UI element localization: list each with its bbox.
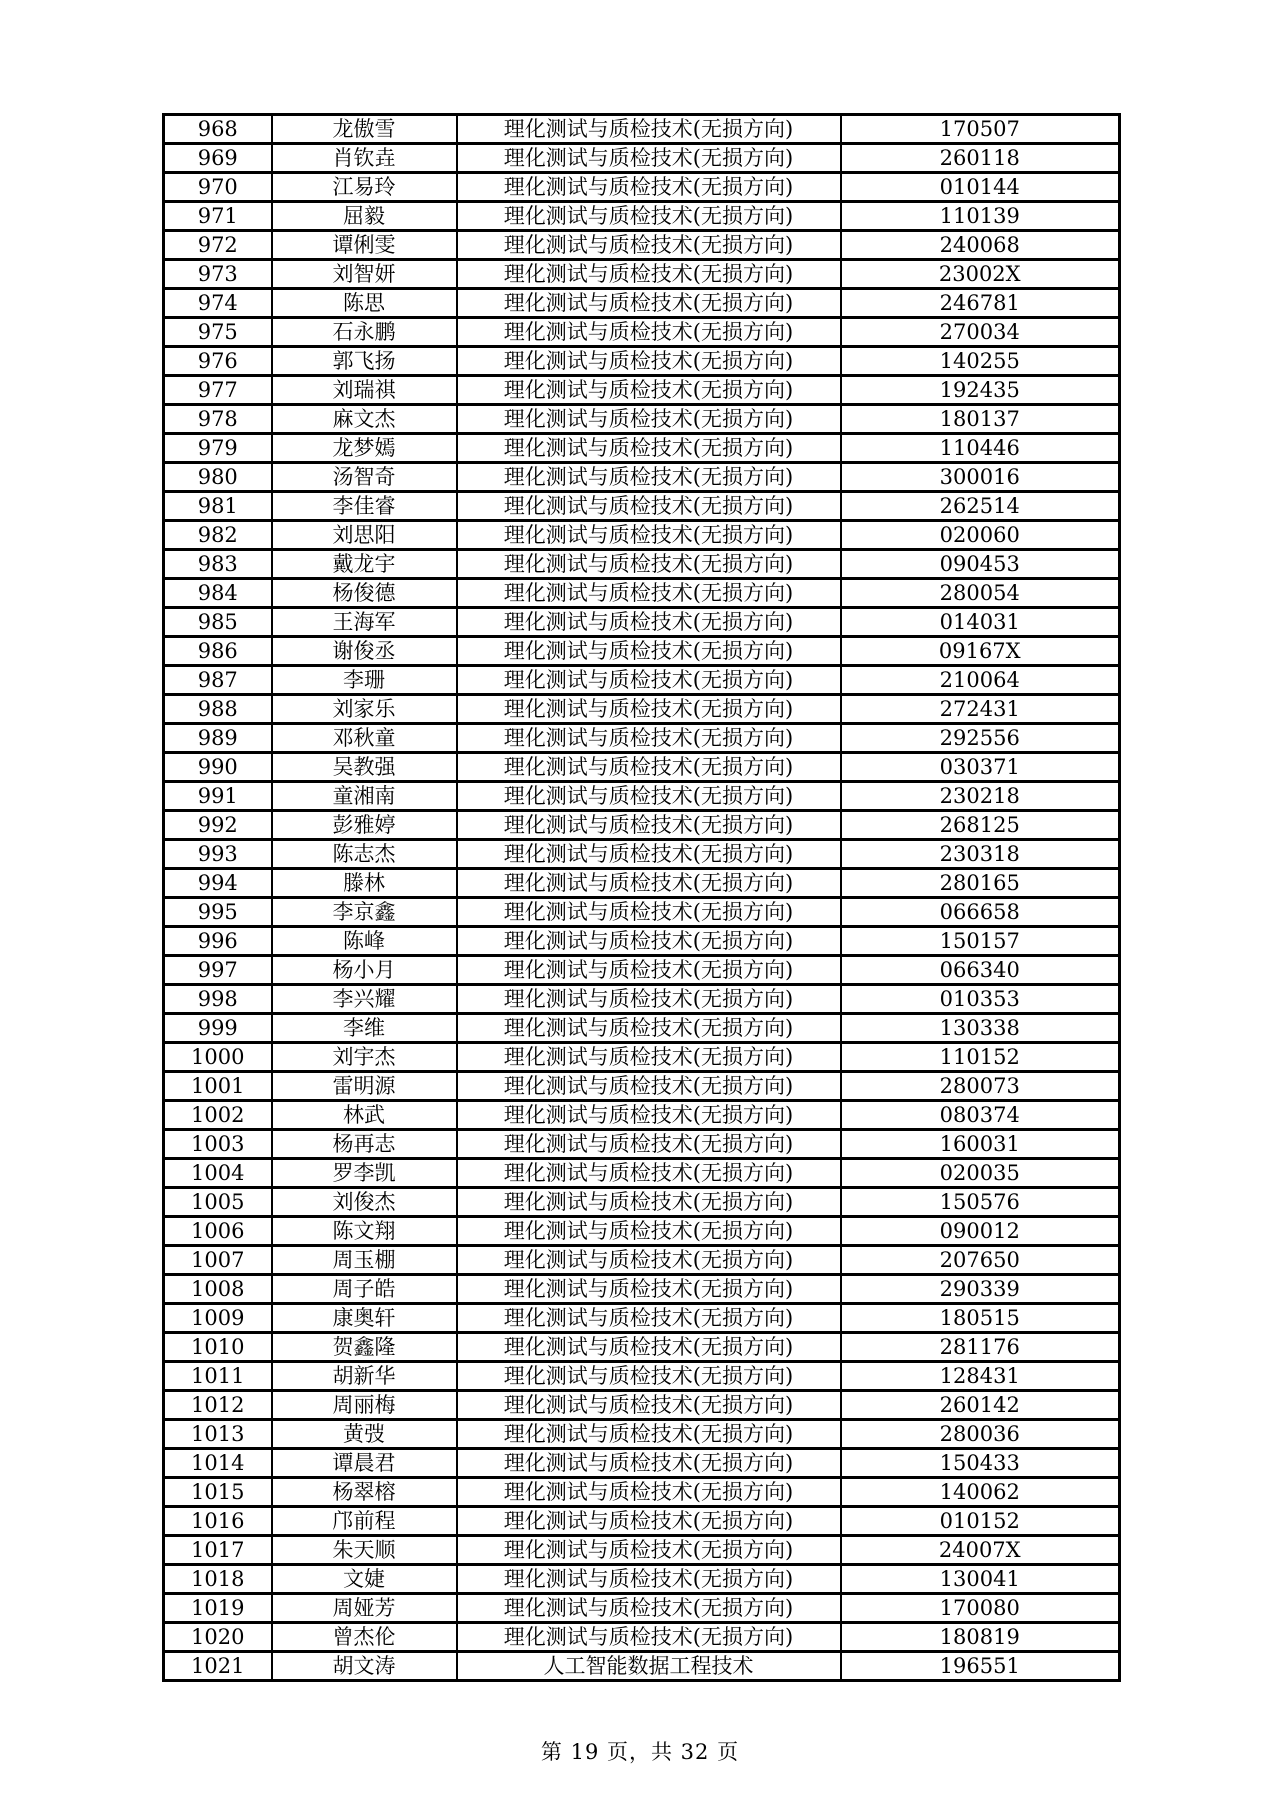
table-row [164,1043,1120,1072]
table-row [164,985,1120,1014]
table-row [164,231,1120,260]
id-cell: 090453 [841,550,1120,579]
seq-cell: 989 [164,724,272,753]
table-row [164,434,1120,463]
seq-cell: 1009 [164,1304,272,1333]
seq-cell: 1008 [164,1275,272,1304]
name-cell: 郭飞扬 [272,347,457,376]
table-row [164,782,1120,811]
major-cell: 理化测试与质检技术(无损方向) [457,550,841,579]
table-row [164,260,1120,289]
id-cell: 268125 [841,811,1120,840]
id-cell: 280054 [841,579,1120,608]
name-cell: 李兴耀 [272,985,457,1014]
name-cell: 龙梦嫣 [272,434,457,463]
major-cell: 理化测试与质检技术(无损方向) [457,782,841,811]
table-row [164,318,1120,347]
major-cell: 理化测试与质检技术(无损方向) [457,434,841,463]
major-cell: 理化测试与质检技术(无损方向) [457,202,841,231]
name-cell: 周子皓 [272,1275,457,1304]
id-cell: 180137 [841,405,1120,434]
table-row [164,550,1120,579]
table-row [164,1333,1120,1362]
major-cell: 理化测试与质检技术(无损方向) [457,492,841,521]
id-cell: 230318 [841,840,1120,869]
table-row [164,811,1120,840]
table-row [164,1275,1120,1304]
major-cell: 理化测试与质检技术(无损方向) [457,724,841,753]
name-cell: 黄弢 [272,1420,457,1449]
id-cell: 066340 [841,956,1120,985]
seq-cell: 968 [164,115,272,144]
major-cell: 理化测试与质检技术(无损方向) [457,1246,841,1275]
seq-cell: 980 [164,463,272,492]
major-cell: 理化测试与质检技术(无损方向) [457,1507,841,1536]
id-cell: 020060 [841,521,1120,550]
seq-cell: 998 [164,985,272,1014]
seq-cell: 1013 [164,1420,272,1449]
major-cell: 理化测试与质检技术(无损方向) [457,289,841,318]
name-cell: 曾杰伦 [272,1623,457,1652]
id-cell: 130338 [841,1014,1120,1043]
table-row [164,1159,1120,1188]
name-cell: 杨再志 [272,1130,457,1159]
name-cell: 吴教强 [272,753,457,782]
id-cell: 196551 [841,1652,1120,1681]
seq-cell: 972 [164,231,272,260]
table-row [164,1188,1120,1217]
major-cell: 理化测试与质检技术(无损方向) [457,579,841,608]
id-cell: 280036 [841,1420,1120,1449]
seq-cell: 974 [164,289,272,318]
major-cell: 理化测试与质检技术(无损方向) [457,608,841,637]
name-cell: 麻文杰 [272,405,457,434]
id-cell: 192435 [841,376,1120,405]
id-cell: 014031 [841,608,1120,637]
table-row [164,869,1120,898]
id-cell: 160031 [841,1130,1120,1159]
seq-cell: 982 [164,521,272,550]
seq-cell: 1012 [164,1391,272,1420]
seq-cell: 999 [164,1014,272,1043]
name-cell: 刘瑞祺 [272,376,457,405]
id-cell: 23002X [841,260,1120,289]
table-row [164,1623,1120,1652]
table-row [164,1391,1120,1420]
name-cell: 肖钦垚 [272,144,457,173]
seq-cell: 1003 [164,1130,272,1159]
id-cell: 140255 [841,347,1120,376]
id-cell: 090012 [841,1217,1120,1246]
id-cell: 300016 [841,463,1120,492]
id-cell: 280165 [841,869,1120,898]
table-row [164,724,1120,753]
table-row [164,1246,1120,1275]
name-cell: 刘智妍 [272,260,457,289]
table-row [164,115,1120,144]
table-row [164,521,1120,550]
table-row [164,144,1120,173]
major-cell: 理化测试与质检技术(无损方向) [457,1362,841,1391]
table-row [164,1449,1120,1478]
seq-cell: 1020 [164,1623,272,1652]
name-cell: 谭俐雯 [272,231,457,260]
id-cell: 170080 [841,1594,1120,1623]
seq-cell: 1021 [164,1652,272,1681]
seq-cell: 990 [164,753,272,782]
major-cell: 理化测试与质检技术(无损方向) [457,695,841,724]
page-footer: 第 19 页，共 32 页 [540,1740,740,1764]
table-row [164,840,1120,869]
seq-cell: 1002 [164,1101,272,1130]
major-cell: 理化测试与质检技术(无损方向) [457,231,841,260]
major-cell: 理化测试与质检技术(无损方向) [457,869,841,898]
table-row [164,1594,1120,1623]
id-cell: 140062 [841,1478,1120,1507]
id-cell: 280073 [841,1072,1120,1101]
major-cell: 理化测试与质检技术(无损方向) [457,1420,841,1449]
name-cell: 汤智奇 [272,463,457,492]
table-row [164,1420,1120,1449]
seq-cell: 1016 [164,1507,272,1536]
id-cell: 110152 [841,1043,1120,1072]
major-cell: 理化测试与质检技术(无损方向) [457,1565,841,1594]
major-cell: 人工智能数据工程技术 [457,1652,841,1681]
roster-table [162,113,1121,1682]
table-row [164,376,1120,405]
name-cell: 龙傲雪 [272,115,457,144]
name-cell: 戴龙宇 [272,550,457,579]
name-cell: 王海军 [272,608,457,637]
id-cell: 180515 [841,1304,1120,1333]
seq-cell: 993 [164,840,272,869]
seq-cell: 992 [164,811,272,840]
major-cell: 理化测试与质检技术(无损方向) [457,1188,841,1217]
major-cell: 理化测试与质检技术(无损方向) [457,1391,841,1420]
name-cell: 朱天顺 [272,1536,457,1565]
id-cell: 150433 [841,1449,1120,1478]
table-row [164,289,1120,318]
name-cell: 李维 [272,1014,457,1043]
roster-table-body [164,115,1120,1681]
seq-cell: 984 [164,579,272,608]
seq-cell: 1019 [164,1594,272,1623]
seq-cell: 995 [164,898,272,927]
id-cell: 281176 [841,1333,1120,1362]
name-cell: 杨翠榕 [272,1478,457,1507]
id-cell: 128431 [841,1362,1120,1391]
name-cell: 周丽梅 [272,1391,457,1420]
name-cell: 滕林 [272,869,457,898]
table-row [164,927,1120,956]
table-row [164,637,1120,666]
name-cell: 贺鑫隆 [272,1333,457,1362]
name-cell: 刘思阳 [272,521,457,550]
major-cell: 理化测试与质检技术(无损方向) [457,1159,841,1188]
id-cell: 030371 [841,753,1120,782]
major-cell: 理化测试与质检技术(无损方向) [457,1478,841,1507]
major-cell: 理化测试与质检技术(无损方向) [457,260,841,289]
id-cell: 110446 [841,434,1120,463]
major-cell: 理化测试与质检技术(无损方向) [457,1043,841,1072]
id-cell: 130041 [841,1565,1120,1594]
table-row [164,1362,1120,1391]
name-cell: 杨俊德 [272,579,457,608]
name-cell: 陈思 [272,289,457,318]
name-cell: 陈志杰 [272,840,457,869]
major-cell: 理化测试与质检技术(无损方向) [457,1623,841,1652]
name-cell: 屈毅 [272,202,457,231]
id-cell: 260142 [841,1391,1120,1420]
table-row [164,1014,1120,1043]
seq-cell: 1011 [164,1362,272,1391]
seq-cell: 983 [164,550,272,579]
table-row [164,666,1120,695]
id-cell: 150157 [841,927,1120,956]
major-cell: 理化测试与质检技术(无损方向) [457,521,841,550]
name-cell: 胡新华 [272,1362,457,1391]
name-cell: 周玉棚 [272,1246,457,1275]
name-cell: 李佳睿 [272,492,457,521]
major-cell: 理化测试与质检技术(无损方向) [457,405,841,434]
name-cell: 罗李凯 [272,1159,457,1188]
major-cell: 理化测试与质检技术(无损方向) [457,1449,841,1478]
major-cell: 理化测试与质检技术(无损方向) [457,1333,841,1362]
seq-cell: 986 [164,637,272,666]
seq-cell: 971 [164,202,272,231]
seq-cell: 1005 [164,1188,272,1217]
seq-cell: 1000 [164,1043,272,1072]
seq-cell: 1015 [164,1478,272,1507]
major-cell: 理化测试与质检技术(无损方向) [457,898,841,927]
id-cell: 260118 [841,144,1120,173]
seq-cell: 1018 [164,1565,272,1594]
id-cell: 246781 [841,289,1120,318]
seq-cell: 1006 [164,1217,272,1246]
seq-cell: 994 [164,869,272,898]
id-cell: 080374 [841,1101,1120,1130]
major-cell: 理化测试与质检技术(无损方向) [457,1594,841,1623]
id-cell: 110139 [841,202,1120,231]
name-cell: 江易玲 [272,173,457,202]
major-cell: 理化测试与质检技术(无损方向) [457,173,841,202]
name-cell: 彭雅婷 [272,811,457,840]
major-cell: 理化测试与质检技术(无损方向) [457,1217,841,1246]
seq-cell: 996 [164,927,272,956]
table-row [164,463,1120,492]
id-cell: 24007X [841,1536,1120,1565]
table-row [164,1536,1120,1565]
major-cell: 理化测试与质检技术(无损方向) [457,753,841,782]
seq-cell: 969 [164,144,272,173]
major-cell: 理化测试与质检技术(无损方向) [457,144,841,173]
major-cell: 理化测试与质检技术(无损方向) [457,1072,841,1101]
id-cell: 010144 [841,173,1120,202]
name-cell: 邝前程 [272,1507,457,1536]
table-row [164,1101,1120,1130]
table-row [164,405,1120,434]
seq-cell: 981 [164,492,272,521]
seq-cell: 976 [164,347,272,376]
major-cell: 理化测试与质检技术(无损方向) [457,637,841,666]
name-cell: 胡文涛 [272,1652,457,1681]
seq-cell: 988 [164,695,272,724]
table-row [164,1652,1120,1681]
id-cell: 09167X [841,637,1120,666]
name-cell: 谢俊丞 [272,637,457,666]
seq-cell: 1007 [164,1246,272,1275]
seq-cell: 997 [164,956,272,985]
id-cell: 272431 [841,695,1120,724]
seq-cell: 1014 [164,1449,272,1478]
name-cell: 李珊 [272,666,457,695]
id-cell: 290339 [841,1275,1120,1304]
id-cell: 020035 [841,1159,1120,1188]
id-cell: 150576 [841,1188,1120,1217]
name-cell: 雷明源 [272,1072,457,1101]
name-cell: 邓秋童 [272,724,457,753]
major-cell: 理化测试与质检技术(无损方向) [457,1536,841,1565]
name-cell: 康奥轩 [272,1304,457,1333]
name-cell: 李京鑫 [272,898,457,927]
id-cell: 170507 [841,115,1120,144]
table-row [164,1072,1120,1101]
major-cell: 理化测试与质检技术(无损方向) [457,1101,841,1130]
seq-cell: 979 [164,434,272,463]
major-cell: 理化测试与质检技术(无损方向) [457,1275,841,1304]
major-cell: 理化测试与质检技术(无损方向) [457,1014,841,1043]
major-cell: 理化测试与质检技术(无损方向) [457,318,841,347]
seq-cell: 973 [164,260,272,289]
id-cell: 010152 [841,1507,1120,1536]
table-row [164,1304,1120,1333]
seq-cell: 985 [164,608,272,637]
name-cell: 周娅芳 [272,1594,457,1623]
table-row [164,695,1120,724]
major-cell: 理化测试与质检技术(无损方向) [457,811,841,840]
table-row [164,753,1120,782]
seq-cell: 1004 [164,1159,272,1188]
table-row [164,579,1120,608]
major-cell: 理化测试与质检技术(无损方向) [457,115,841,144]
name-cell: 杨小月 [272,956,457,985]
id-cell: 270034 [841,318,1120,347]
id-cell: 240068 [841,231,1120,260]
name-cell: 陈峰 [272,927,457,956]
table-row [164,1478,1120,1507]
name-cell: 陈文翔 [272,1217,457,1246]
table-row [164,347,1120,376]
major-cell: 理化测试与质检技术(无损方向) [457,347,841,376]
seq-cell: 987 [164,666,272,695]
seq-cell: 1017 [164,1536,272,1565]
seq-cell: 975 [164,318,272,347]
table-row [164,1507,1120,1536]
major-cell: 理化测试与质检技术(无损方向) [457,463,841,492]
major-cell: 理化测试与质检技术(无损方向) [457,1304,841,1333]
name-cell: 刘宇杰 [272,1043,457,1072]
major-cell: 理化测试与质检技术(无损方向) [457,1130,841,1159]
major-cell: 理化测试与质检技术(无损方向) [457,985,841,1014]
seq-cell: 991 [164,782,272,811]
id-cell: 230218 [841,782,1120,811]
table-row [164,202,1120,231]
id-cell: 210064 [841,666,1120,695]
table-row [164,1217,1120,1246]
table-row [164,1130,1120,1159]
table-row [164,956,1120,985]
seq-cell: 1001 [164,1072,272,1101]
id-cell: 292556 [841,724,1120,753]
name-cell: 童湘南 [272,782,457,811]
name-cell: 文婕 [272,1565,457,1594]
table-row [164,173,1120,202]
table-row [164,608,1120,637]
major-cell: 理化测试与质检技术(无损方向) [457,376,841,405]
seq-cell: 978 [164,405,272,434]
seq-cell: 977 [164,376,272,405]
table-row [164,492,1120,521]
id-cell: 207650 [841,1246,1120,1275]
name-cell: 石永鹏 [272,318,457,347]
id-cell: 180819 [841,1623,1120,1652]
id-cell: 066658 [841,898,1120,927]
seq-cell: 1010 [164,1333,272,1362]
id-cell: 010353 [841,985,1120,1014]
name-cell: 林武 [272,1101,457,1130]
major-cell: 理化测试与质检技术(无损方向) [457,666,841,695]
id-cell: 262514 [841,492,1120,521]
major-cell: 理化测试与质检技术(无损方向) [457,840,841,869]
name-cell: 谭晨君 [272,1449,457,1478]
table-row [164,1565,1120,1594]
name-cell: 刘家乐 [272,695,457,724]
major-cell: 理化测试与质检技术(无损方向) [457,927,841,956]
name-cell: 刘俊杰 [272,1188,457,1217]
major-cell: 理化测试与质检技术(无损方向) [457,956,841,985]
table-row [164,898,1120,927]
seq-cell: 970 [164,173,272,202]
